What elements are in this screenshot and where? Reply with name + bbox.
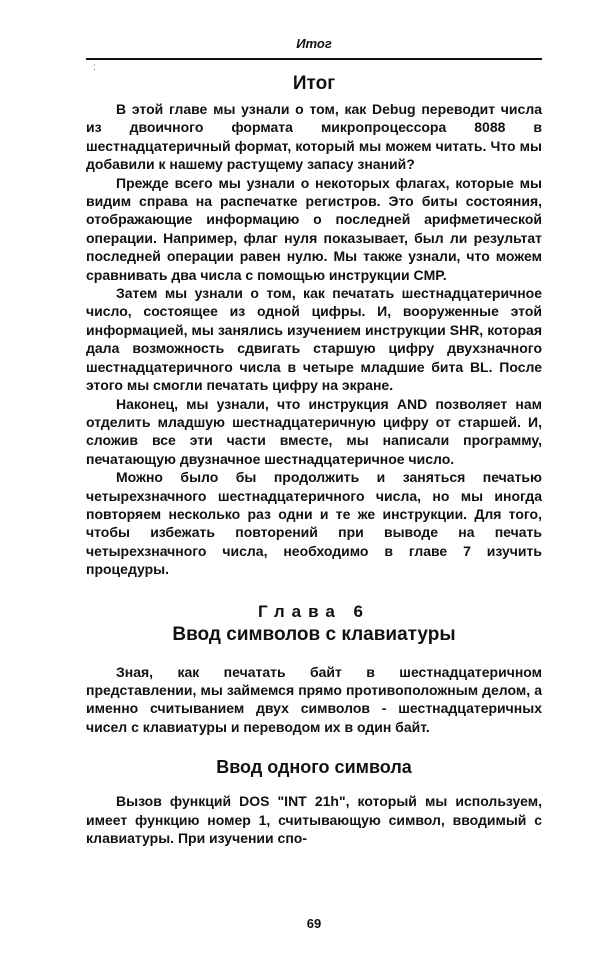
summary-paragraph-3: Затем мы узнали о том, как печатать шестнадцатеричное число, состоящее из одной цифры. И, вооруженные этой информацией, мы занялись изучением инструкции SHR, которая дала возможность сдвигать старшую цифру двухзначного шестнадцатеричного числа в четыре младшие бита BL. После этого мы смогли печатать цифру на экране. <box>86 285 542 394</box>
page-number: 69 <box>306 916 322 931</box>
subsection-title: Ввод одного символа <box>216 757 412 778</box>
chapter-intro-paragraph: Зная, как печатать байт в шестнадцатеричном представлении, мы займемся прямо противоположным делом, а именно считыванием двух символов - шестнадцатеричных чисел с клавиатуры и переводом их в один байт. <box>86 663 542 735</box>
summary-paragraph-4: Наконец, мы узнали, что инструкция AND позволяет нам отделить младшую шестнадцатеричную цифру от старшей. И, сложив все эти части вместе, мы написали программу, печатающую двузначное шестнадцатеричное число. <box>86 395 542 467</box>
header-rule <box>86 58 542 60</box>
summary-paragraph-5: Можно было бы продолжить и заняться печатью четырехзначного шестнадцатеричного числа, но мы иногда повторяем несколько раз одни и те же инструкции. Для того, чтобы избежать повторений при выводе на печать четырехзначного числа, необходимо в главе 7 изучить процедуры. <box>86 469 542 578</box>
summary-paragraph-2: Прежде всего мы узнали о некоторых флагах, которые мы видим справа на распечатке регистров. Это биты состояния, отображающие информацию о последней арифметической операции. Например, флаг нуля показывает, был ли результат последней операции равен нулю. Мы также узнали, что можем сравнивать два числа с помощью инструкции CMP. <box>86 174 542 283</box>
section-title: Итог <box>292 73 336 94</box>
page-content <box>86 72 542 847</box>
stray-mark: : <box>93 62 96 73</box>
summary-paragraph-1: В этой главе мы узнали о том, как Debug переводит числа из двоичного формата микропроцессора 8088 в шестнадцатеричный формат, который мы можем читать. Что мы добавили к нашему растущему запасу знаний? <box>86 101 542 173</box>
running-header: Итог <box>296 36 332 51</box>
chapter-title: Ввод символов с клавиатуры <box>172 623 456 645</box>
chapter-heading <box>86 601 542 647</box>
subsection-paragraph: Вызов функций DOS "INT 21h", который мы используем, имеет функцию номер 1, считывающую символ, вводимый с клавиатуры. При изучении спо- <box>86 793 542 846</box>
chapter-label: Глава 6 <box>258 601 370 621</box>
